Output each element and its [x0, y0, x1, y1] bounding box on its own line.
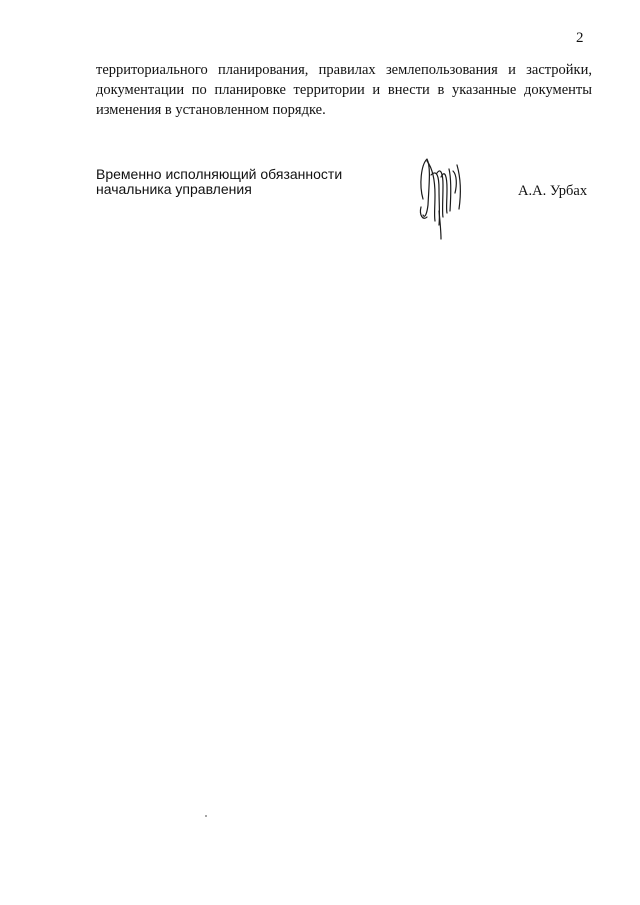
body-line: изменения в установленном порядке. — [96, 102, 326, 118]
body-paragraph — [96, 60, 592, 120]
signatory-title-line-2: начальника управления — [96, 181, 252, 197]
signatory-title — [96, 167, 342, 197]
handwritten-signature — [413, 155, 469, 241]
body-line: документации по планировке территории и внести в указанные документы — [96, 82, 592, 98]
page-number: 2 — [576, 30, 584, 46]
scan-speck — [205, 815, 207, 817]
body-line: территориального планирования, правилах землепользования и застройки, — [96, 62, 592, 78]
signatory-name: А.А. Урбах — [518, 183, 588, 199]
signatory-title-line-1: Временно исполняющий обязанности — [96, 166, 343, 182]
